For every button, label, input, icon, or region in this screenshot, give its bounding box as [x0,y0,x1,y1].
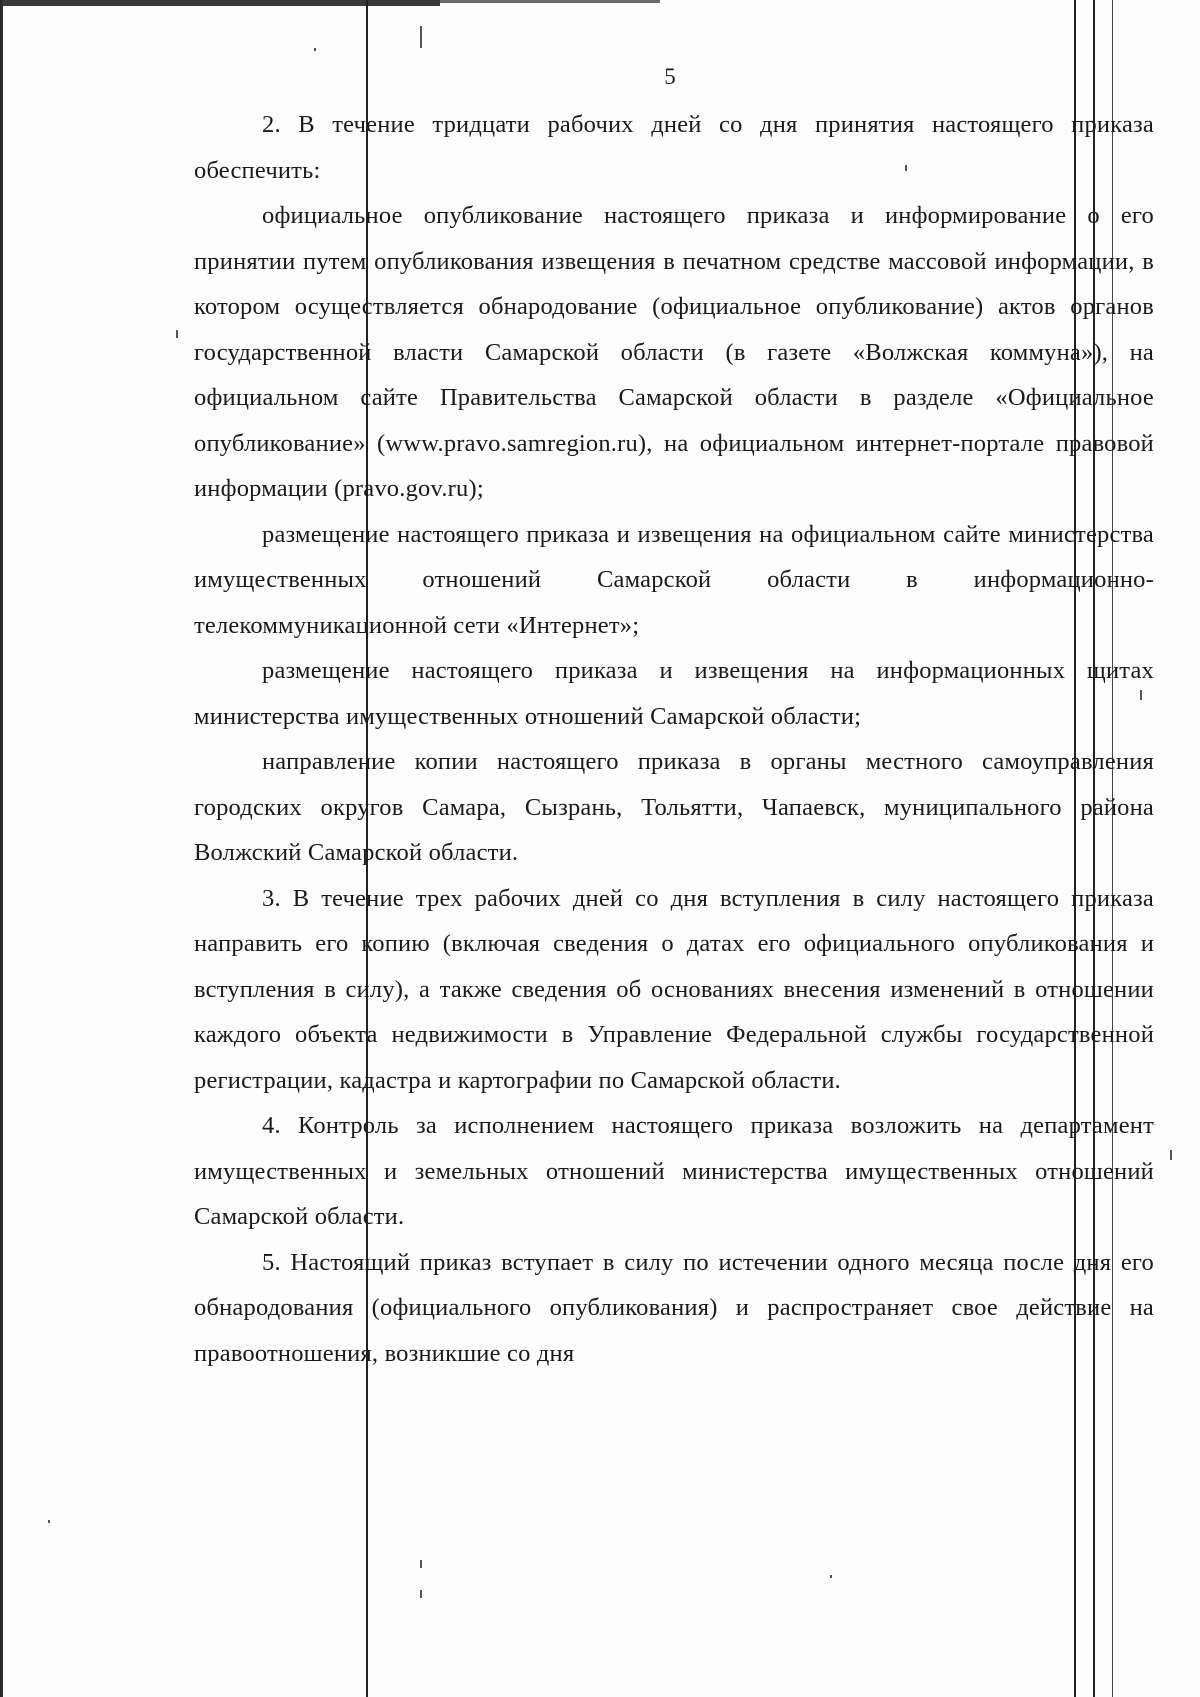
paragraph: 5. Настоящий приказ вступает в силу по истечении одного месяца после дня его обнародования (официального опубликования) и распространяет свое действие на правоотношения, возникшие со дня [194,1248,1154,1367]
scan-speck [1170,1150,1172,1160]
paragraph: официальное опубликование настоящего приказа и информирование о его принятии путем опубликования извещения в печатном средстве массовой информации, в котором осуществляется обнародование (официальное опубликование) актов органов государственной власти Самарской области (в газете «Волжская коммуна»), на официальном сайте Правительства Самарской области в разделе «Официальное опубликование» (www.pravo.samregion.ru), на официальном интернет-портале правовой информации (pravo.gov.ru); [194,202,1154,502]
scan-speck [176,330,178,338]
scan-speck [830,1575,832,1578]
document-body [194,102,1154,1376]
paragraph: направление копии настоящего приказа в органы местного самоуправления городских округов Самара, Сызрань, Тольятти, Чапаевск, муниципального района Волжский Самарской области. [194,748,1154,866]
scan-speck [314,48,316,51]
paragraph: 2. В течение тридцати рабочих дней со дня принятия настоящего приказа обеспечить: [194,111,1154,184]
page-number: 5 [664,64,676,89]
paragraph: размещение настоящего приказа и извещения на информационных щитах министерства имущественных отношений Самарской области; [194,657,1154,730]
paragraph: размещение настоящего приказа и извещения на официальном сайте министерства имущественных отношений Самарской области в информационно-телекоммуникационной сети «Интернет»; [194,520,1154,639]
scan-top-edge [0,0,440,6]
scan-speck [420,1560,422,1568]
paragraph: 3. В течение трех рабочих дней со дня вступления в силу настоящего приказа направить его копию (включая сведения о датах его официального опубликования и вступления в силу), а также сведения об основаниях внесения изменений в отношении каждого объекта недвижимости в Управление Федеральной службы государственной регистрации, кадастра и картографии по Самарской области. [194,884,1154,1094]
scan-speck [420,1590,422,1598]
paragraph: 4. Контроль за исполнением настоящего приказа возложить на департамент имущественных и земельных отношений министерства имущественных отношений Самарской области. [194,1112,1154,1230]
scan-speck [48,1520,50,1523]
scan-left-edge [0,0,3,1697]
scan-top-edge-faint [440,0,660,3]
scan-speck [420,26,422,48]
